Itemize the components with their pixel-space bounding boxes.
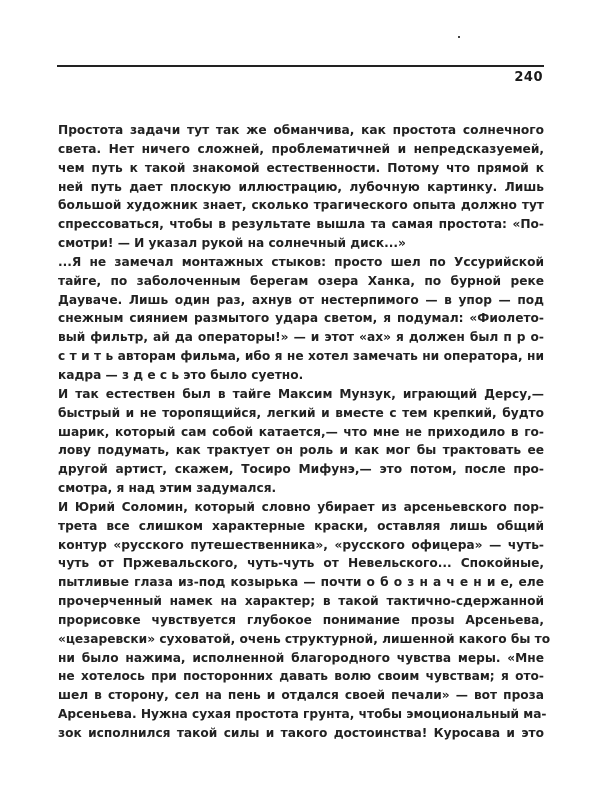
text-line: с т и т ь авторам фильма, ибо я не хотел замечать ни оператора, ни [58, 349, 544, 364]
text-line: смотри! — И указал рукой на солнечный диск...» [58, 236, 406, 251]
text-line: большой художник знает, сколько трагического опыта должно тут [58, 198, 544, 213]
paragraph [58, 121, 544, 253]
text-line: ни было нажима, исполненной благородного чувства меры. «Мне [58, 650, 544, 665]
text-line: Простота задачи тут так же обманчива, как простота солнечного [58, 123, 544, 137]
text-line: прочерченный намек на характер; в такой тактично-сдержанной [58, 594, 544, 609]
text-line: шарик, который сам собой катается,— что мне не приходило в го- [58, 424, 544, 439]
text-line: света. Нет ничего сложней, проблематичней и непредсказуемей, [58, 141, 544, 156]
text-line: контур «русского путешественника», «русского офицера» — чуть- [58, 537, 544, 552]
text-line: пытливые глаза из-под козырька — почти о б о з н а ч е н и е, еле [58, 575, 544, 590]
text-line: вый фильтр, ай да операторы!» — и этот «ах» я должен был п р о- [58, 330, 544, 345]
text-line: прорисовке чувствуется глубокое понимание прозы Арсеньева, [58, 612, 544, 627]
page-number: 240 [514, 70, 543, 85]
text-line: смотра, я над этим задумался. [58, 481, 277, 496]
text-line: зок исполнился такой силы и такого достоинства! Куросава и это [58, 726, 544, 740]
text-line: И Юрий Соломин, который словно убирает из арсеньевского пор- [58, 499, 544, 514]
text-line: снежным сиянием размытого удара светом, я подумал: «Фиолето- [58, 311, 544, 326]
text-line: чуть от Пржевальского, чуть-чуть от Невельского... Спокойные, [58, 556, 544, 571]
text-line: другой артист, скажем, Тосиро Мифунэ,— это потом, после про- [58, 462, 544, 477]
text-line: чем путь к такой знакомой естественности. Потому что прямой к [58, 160, 544, 175]
text-line: И так естествен был в тайге Максим Мунзук, играющий Дерсу,— [58, 386, 544, 401]
header-rule [57, 65, 544, 67]
text-line: Дауваче. Лишь один раз, ахнув от нестерпимого — в упор — под [58, 292, 544, 307]
text-line: шел в сторону, сел на пень и отдался своей печали» — вот проза [58, 688, 544, 703]
paragraph [58, 253, 544, 385]
text-line: трета все слишком характерные краски, оставляя лишь общий [58, 518, 544, 533]
paragraph [58, 498, 551, 743]
text-line: тайге, по заболоченным берегам озера Ханка, по бурной реке [58, 273, 544, 288]
text-line: кадра — з д е с ь это было суетно. [58, 367, 304, 382]
text-line: спрессоваться, чтобы в результате вышла та самая простота: «По- [58, 217, 544, 232]
body-text [58, 121, 551, 743]
text-line: быстрый и не торопящийся, легкий и вместе с тем крепкий, будто [58, 405, 544, 420]
scan-speck [458, 36, 460, 38]
text-line: «цезаревски» суховатой, очень структурной, лишенной какого бы то [58, 631, 551, 646]
text-line: Арсеньева. Нужна сухая простота грунта, чтобы эмоциональный ма- [58, 707, 547, 722]
text-line: не хотелось при посторонних давать волю своим чувствам; я ото- [58, 669, 544, 684]
text-line: ...Я не замечал монтажных стыков: просто шел по Уссурийской [58, 254, 544, 269]
text-line: ней путь дает плоскую иллюстрацию, лубочную картинку. Лишь [58, 179, 544, 194]
text-line: лову подумать, как трактует он роль и как мог бы трактовать ее [58, 443, 544, 458]
paragraph [58, 385, 544, 498]
